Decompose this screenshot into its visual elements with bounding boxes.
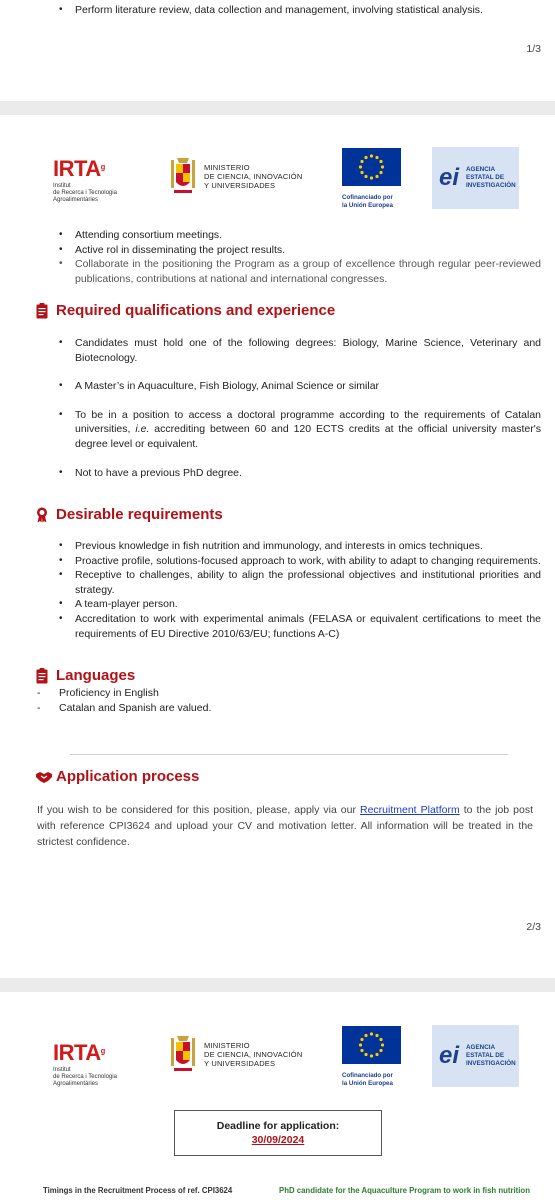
deadline-date: 30/09/2024 [251,1134,305,1146]
list-item: • Candidates must hold one of the following degrees: Biology, Marine Science, Veterinary and Biotecnology. [59,337,541,364]
irta-logo: $IRTA^ᵍ$ Institut de Recerca i Tecnologia Agroalimentàries [53,156,117,203]
aei-logo: ei AGENCIA ESTATAL DE INVESTIGACIÓN [432,147,519,209]
application-text: If you wish to be considered for this position, please, apply via our Recruitment Platform to the job post with reference CPI3624 and upload your CV and motivation letter. All information will be treated in the strictest confidence. [37,804,533,848]
application-heading: Application process [36,768,199,785]
clipboard-icon [36,303,48,319]
list-item: • Receptive to challenges, ability to align the professional objectives and institutional priorities and strategy. [59,569,541,596]
list-item: • Collaborate in the positioning the Program as a group of excellence through regular peer-reviewed publications, contributions at national and international congresses. [59,258,541,285]
desirable-list [57,539,541,641]
list-item: • To be in a position to access a doctoral programme according to the requirements of Catalan universities, i.e. accrediting between 60 and 120 ECTS credits at the official university master's degree level or equivalent. [59,408,541,450]
list-item: • Previous knowledge in fish nutrition and immunology, and interests in omics techniques. [59,540,483,552]
logo-row [0,144,555,214]
list-item: - Proficiency in English [37,687,159,699]
languages-list [37,686,211,715]
qualifications-heading: Required qualifications and experience [36,302,335,319]
list-item: • A team-player person. [59,598,178,611]
page-separator [0,101,555,115]
footer-right: PhD candidate for the Aquaculture Program to work in fish nutrition [279,1186,530,1195]
list-item: • Not to have a previous PhD degree. [59,466,242,479]
page-separator [0,978,555,992]
award-ribbon-icon [36,507,48,523]
aei-logo: ei AGENCIA ESTATAL DE INVESTIGACIÓN [432,1025,519,1087]
handshake-icon [36,770,52,784]
list-item: • Perform literature review, data collection and management, involving statistical analysis. [59,4,483,16]
section-divider [70,754,508,755]
list-item: • Accreditation to work with experimental animals (FELASA or equivalent certifications to meet the requirements of EU Directive 2010/63/EU; functions A-C) [59,612,541,640]
coat-of-arms-icon [168,154,198,198]
ministry-logo: MINISTERIO DE CIENCIA, INNOVACIÓN Y UNIVERSIDADES [168,154,302,198]
list-item: • Proactive profile, solutions-focused approach to work, with ability to adapt to changing requirements. [59,554,541,567]
ministry-logo: MINISTERIO DE CIENCIA, INNOVACIÓN Y UNIVERSIDADES [168,1032,302,1076]
logo-row [0,1022,555,1092]
irta-logo: $IRTA^ᵍ$ Institut de Recerca i Tecnologia Agroalimentàries [53,1040,117,1087]
deadline-box: Deadline for application: 30/09/2024 [174,1110,382,1156]
list-item: • A Master’s in Aquaculture, Fish Biology, Animal Science or similar [59,380,380,393]
intro-bullets [57,228,541,286]
desirable-heading: Desirable requirements [36,506,223,523]
eu-flag-icon [342,1026,401,1064]
eu-logo: Cofinanciado por la Unión Europea [342,148,401,210]
eu-flag-icon [342,148,401,186]
coat-of-arms-icon [168,1032,198,1076]
page-number: 1/3 [526,43,541,55]
page-number: 2/3 [526,921,541,933]
languages-heading: Languages [36,667,135,684]
page1-bullets [57,3,541,18]
qualifications-list [57,336,541,480]
list-item: • Active rol in disseminating the project results. [59,243,286,256]
list-item: • Attending consortium meetings. [59,229,223,241]
footer-left: Timings in the Recruitment Process of ref. CPI3624 [43,1186,233,1195]
list-item: - Catalan and Spanish are valued. [37,701,212,714]
clipboard-icon [36,668,48,684]
eu-logo: Cofinanciado por la Unión Europea [342,1026,401,1088]
recruitment-platform-link[interactable]: Recruitment Platform [360,804,460,816]
